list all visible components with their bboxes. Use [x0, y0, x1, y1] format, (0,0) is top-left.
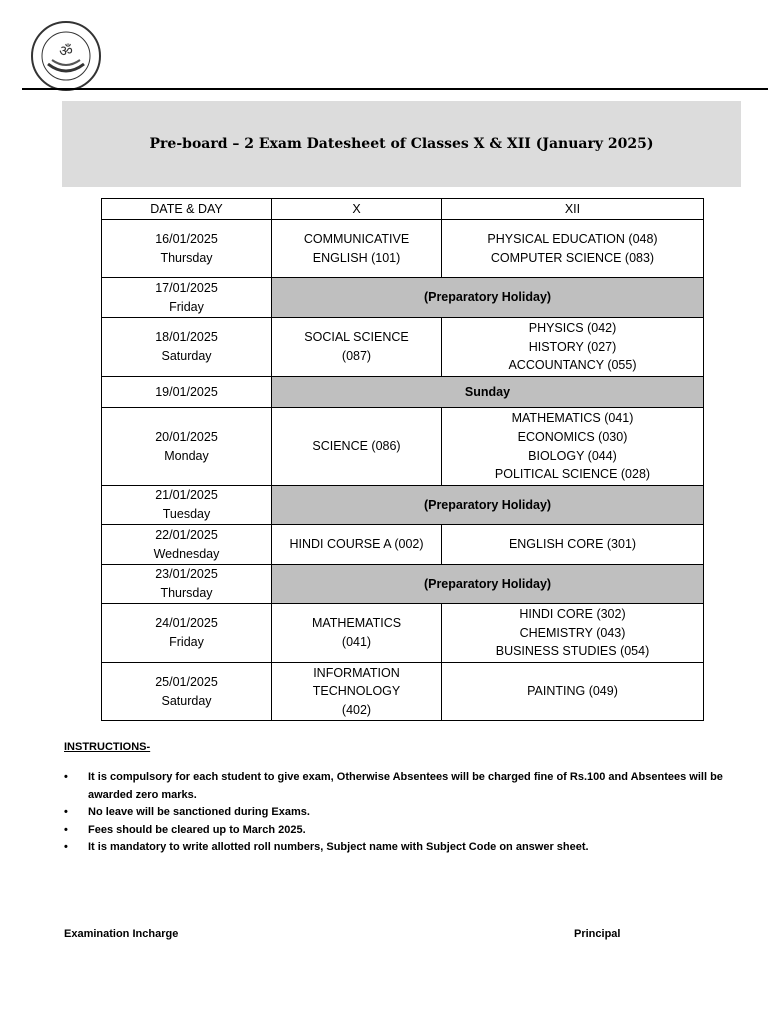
om-symbol: ॐ	[59, 42, 73, 60]
exam-date: 16/01/2025	[155, 231, 218, 246]
exam-day: Wednesday	[153, 546, 220, 561]
date-day-cell	[102, 604, 272, 663]
instruction-item	[64, 822, 740, 840]
class-xii-subject-cell	[442, 408, 704, 486]
bullet-icon: •	[64, 823, 68, 836]
bullet-icon: •	[64, 806, 68, 818]
instruction-text: It is mandatory to write allotted roll numbers, Subject name with Subject Code on answer sheet.	[88, 841, 589, 853]
class-x-subject-cell	[272, 318, 442, 377]
exam-date: 18/01/2025	[155, 330, 218, 345]
subject-line: SOCIAL SCIENCE	[304, 330, 409, 345]
date-day-cell	[102, 318, 272, 377]
table-row	[102, 318, 704, 377]
table-row	[102, 604, 704, 663]
table-row	[102, 377, 704, 408]
table-row	[102, 663, 704, 721]
class-x-subject-cell	[272, 604, 442, 663]
title-banner	[62, 101, 741, 187]
date-day-cell	[102, 486, 272, 525]
subject-line: (041)	[341, 635, 372, 649]
exam-date: 21/01/2025	[155, 488, 218, 503]
holiday-cell: Sunday	[272, 377, 704, 408]
subject-line: PAINTING (049)	[527, 684, 618, 699]
exam-date: 23/01/2025	[155, 567, 218, 582]
class-xii-subject-cell	[442, 220, 704, 278]
school-logo	[26, 20, 106, 92]
table-header-row	[102, 199, 704, 220]
subject-line: BUSINESS STUDIES (054)	[495, 644, 650, 659]
date-day-cell	[102, 278, 272, 318]
date-day-cell	[102, 565, 272, 604]
table-row	[102, 278, 704, 318]
bullet-icon: •	[64, 771, 68, 783]
instructions-heading: INSTRUCTIONS-	[64, 741, 151, 753]
date-day-cell	[102, 408, 272, 486]
exam-date: 20/01/2025	[155, 429, 218, 444]
subject-line: INFORMATION	[313, 665, 400, 680]
table-row	[102, 408, 704, 486]
holiday-cell: (Preparatory Holiday)	[272, 278, 704, 318]
instruction-item	[64, 839, 740, 857]
subject-line: ECONOMICS (030)	[517, 429, 628, 444]
subject-line: (402)	[341, 702, 372, 717]
subject-line: (087)	[341, 349, 372, 363]
subject-line: MATHEMATICS	[311, 616, 402, 631]
class-xii-subject-cell	[442, 604, 704, 663]
signature-principal: Principal	[574, 928, 621, 940]
header-class-xii: XII	[442, 199, 704, 220]
header-date-day: DATE & DAY	[102, 199, 272, 220]
table-row	[102, 220, 704, 278]
subject-line: CHEMISTRY (043)	[519, 625, 626, 640]
signature-examination-incharge: Examination Incharge	[64, 928, 179, 940]
subject-line: PHYSICS (042)	[528, 321, 617, 336]
subject-line: HINDI COURSE A (002)	[289, 537, 424, 552]
exam-date: 25/01/2025	[155, 674, 218, 689]
holiday-cell: (Preparatory Holiday)	[272, 486, 704, 525]
table-row	[102, 486, 704, 525]
header-divider	[22, 88, 768, 90]
class-xii-subject-cell	[442, 663, 704, 721]
class-x-subject-cell	[272, 220, 442, 278]
instructions-list	[64, 769, 740, 857]
subject-line: TECHNOLOGY	[312, 684, 401, 699]
table-row	[102, 565, 704, 604]
subject-line: MATHEMATICS (041)	[511, 411, 634, 426]
class-xii-subject-cell	[442, 525, 704, 565]
date-day-cell	[102, 377, 272, 408]
exam-day: Friday	[169, 299, 204, 314]
date-day-cell	[102, 663, 272, 721]
subject-line: ENGLISH CORE (301)	[508, 537, 637, 552]
class-x-subject-cell	[272, 663, 442, 721]
subject-line: COMMUNICATIVE	[303, 231, 410, 246]
class-x-subject-cell	[272, 408, 442, 486]
subject-line: COMPUTER SCIENCE (083)	[490, 250, 655, 265]
bullet-icon: •	[64, 841, 68, 853]
instruction-item	[64, 769, 740, 804]
exam-date: 24/01/2025	[155, 616, 218, 631]
header-class-x: X	[272, 199, 442, 220]
subject-line: ACCOUNTANCY (055)	[508, 358, 637, 373]
exam-day: Monday	[164, 448, 209, 463]
exam-day: Thursday	[160, 250, 213, 265]
exam-date: 17/01/2025	[155, 280, 218, 295]
subject-line: ENGLISH (101)	[312, 250, 401, 265]
instruction-text: Fees should be cleared up to March 2025.	[88, 823, 306, 836]
date-day-cell	[102, 525, 272, 565]
subject-line: HISTORY (027)	[528, 339, 617, 354]
exam-date: 22/01/2025	[155, 527, 218, 542]
date-day-cell	[102, 220, 272, 278]
table-row	[102, 525, 704, 565]
exam-day: Saturday	[161, 349, 212, 363]
subject-line: SCIENCE (086)	[312, 439, 401, 454]
class-x-subject-cell	[272, 525, 442, 565]
exam-day: Thursday	[160, 586, 213, 600]
exam-day: Tuesday	[162, 507, 211, 521]
subject-line: PHYSICAL EDUCATION (048)	[487, 231, 658, 246]
page-title: Pre-board – 2 Exam Datesheet of Classes X & XII (January 2025)	[149, 136, 654, 152]
holiday-cell: (Preparatory Holiday)	[272, 565, 704, 604]
class-xii-subject-cell	[442, 318, 704, 377]
subject-line: BIOLOGY (044)	[528, 448, 617, 463]
school-seal-icon	[26, 20, 106, 92]
datesheet-table	[101, 198, 704, 721]
instruction-text: It is compulsory for each student to give exam, Otherwise Absentees will be charged fine of Rs.100 and Absentees will be awarded zero marks.	[88, 771, 723, 801]
exam-day: Saturday	[161, 693, 212, 708]
exam-day: Friday	[169, 635, 204, 649]
instruction-text: No leave will be sanctioned during Exams.	[88, 806, 310, 818]
instruction-item	[64, 804, 740, 822]
exam-date: 19/01/2025	[155, 384, 218, 399]
subject-line: HINDI CORE (302)	[519, 607, 626, 622]
subject-line: POLITICAL SCIENCE (028)	[494, 467, 651, 482]
